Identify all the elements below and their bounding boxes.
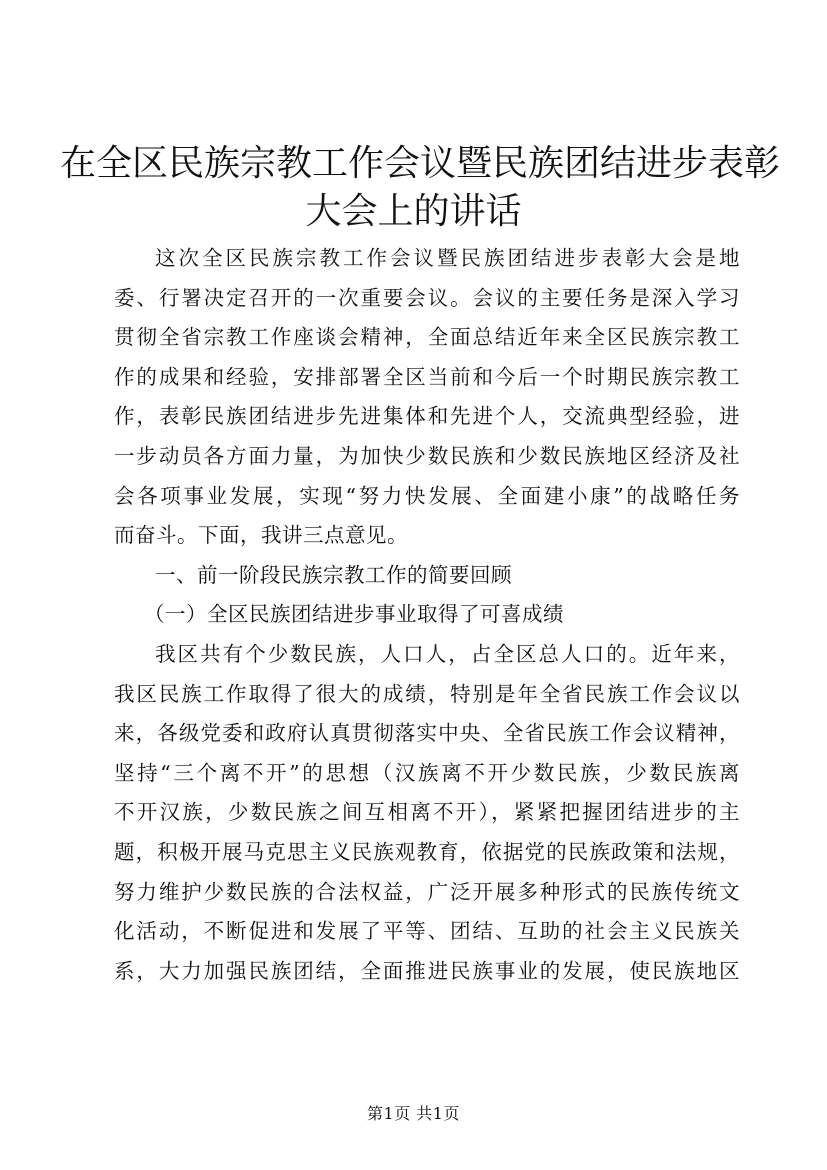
document-body bbox=[114, 239, 740, 991]
paragraph-line: 努力维护少数民族的合法权益，广泛开展多种形式的民族传统文 bbox=[114, 879, 740, 904]
paragraph-line: 一步动员各方面力量，为加快少数民族和少数民族地区经济及社 bbox=[114, 443, 740, 468]
paragraph-line: 而奋斗。下面，我讲三点意见。 bbox=[114, 523, 408, 548]
paragraph-line: 题，积极开展马克思主义民族观教育，依据党的民族政策和法规， bbox=[114, 839, 740, 864]
paragraph-line: 化活动，不断促进和发展了平等、团结、互助的社会主义民族关 bbox=[114, 919, 740, 944]
paragraph-line: 来，各级党委和政府认真贯彻落实中央、全省民族工作会议精神， bbox=[114, 721, 740, 746]
paragraph-line: 坚持“三个离不开”的思想（汉族离不开少数民族，少数民族离 bbox=[114, 760, 740, 785]
page-number-footer: 第1页 共1页 bbox=[367, 1104, 460, 1123]
paragraph-line: 我区民族工作取得了很大的成绩，特别是年全省民族工作会议以 bbox=[114, 681, 740, 706]
paragraph-line: 这次全区民族宗教工作会议暨民族团结进步表彰大会是地 bbox=[155, 246, 740, 270]
paragraph-line: 我区共有个少数民族，人口人，占全区总人口的。近年来， bbox=[155, 641, 740, 666]
paragraph-line: 作，表彰民族团结进步先进集体和先进个人，交流典型经验，进 bbox=[114, 404, 740, 429]
section-heading: 一、前一阶段民族宗教工作的简要回顾 bbox=[155, 562, 512, 587]
paragraph-line: 贯彻全省宗教工作座谈会精神，全面总结近年来全区民族宗教工 bbox=[114, 325, 740, 350]
subsection-heading: （一）全区民族团结进步事业取得了可喜成绩 bbox=[144, 602, 564, 627]
paragraph-line: 会各项事业发展，实现“努力快发展、全面建小康”的战略任务 bbox=[114, 483, 740, 508]
document-title-line-2: 大会上的讲话 bbox=[305, 191, 522, 232]
paragraph-line: 不开汉族，少数民族之间互相离不开），紧紧把握团结进步的主 bbox=[114, 800, 740, 825]
paragraph-line: 委、行署决定召开的一次重要会议。会议的主要任务是深入学习 bbox=[114, 285, 740, 310]
paragraph-line: 作的成果和经验，安排部署全区当前和今后一个时期民族宗教工 bbox=[114, 364, 740, 389]
document-title-line-1: 在全区民族宗教工作会议暨民族团结进步表彰 bbox=[60, 143, 781, 184]
paragraph-line: 系，大力加强民族团结，全面推进民族事业的发展，使民族地区 bbox=[114, 958, 740, 983]
